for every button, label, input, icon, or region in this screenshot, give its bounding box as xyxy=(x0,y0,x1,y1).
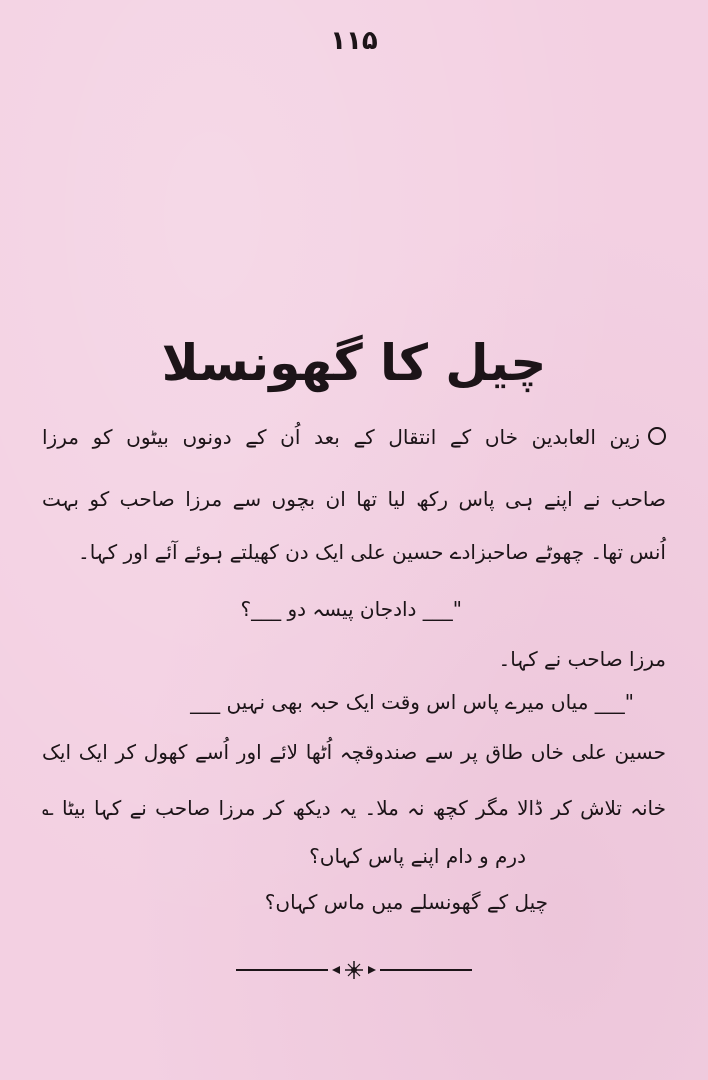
paragraph-line: اُنس تھا۔ چھوٹے صاحبزادے حسین علی ایک دن کھیلتے ہوئے آئے اور کہا۔ xyxy=(78,540,666,564)
paragraph-line xyxy=(42,425,666,449)
page-number: ۱۱۵ xyxy=(330,26,378,56)
paragraph-line: حسین علی خاں طاق پر سے صندوقچہ اُٹھا لائے اور اُسے کھول کر ایک ایک xyxy=(42,740,666,764)
verse-line: درم و دام اپنے پاس کہاں؟ xyxy=(309,844,526,868)
dialogue-line: "___ میاں میرے پاس اس وقت ایک حبہ بھی نہیں ___ xyxy=(190,690,634,714)
paragraph-line-text: زین العابدین خاں کے انتقال کے بعد اُن کے دونوں بیٹوں کو مرزا xyxy=(42,425,640,449)
ornamental-divider-icon xyxy=(232,958,476,982)
dialogue-line: "___ دادجان پیسہ دو ___؟ xyxy=(240,597,462,621)
chapter-title: چیل کا گھونسلا xyxy=(161,334,547,392)
paragraph-line: صاحب نے اپنے ہی پاس رکھ لیا تھا ان بچوں سے مرزا صاحب کو بہت xyxy=(42,487,666,511)
verse-line: چیل کے گھونسلے میں ماس کہاں؟ xyxy=(264,890,548,914)
paragraph-line: مرزا صاحب نے کہا۔ xyxy=(498,647,666,671)
paragraph-line: خانہ تلاش کر ڈالا مگر کچھ نہ ملا۔ یہ دیکھ کر مرزا صاحب نے کہا بیٹا ؎ xyxy=(42,796,666,820)
bullet-circle-icon xyxy=(648,427,666,445)
